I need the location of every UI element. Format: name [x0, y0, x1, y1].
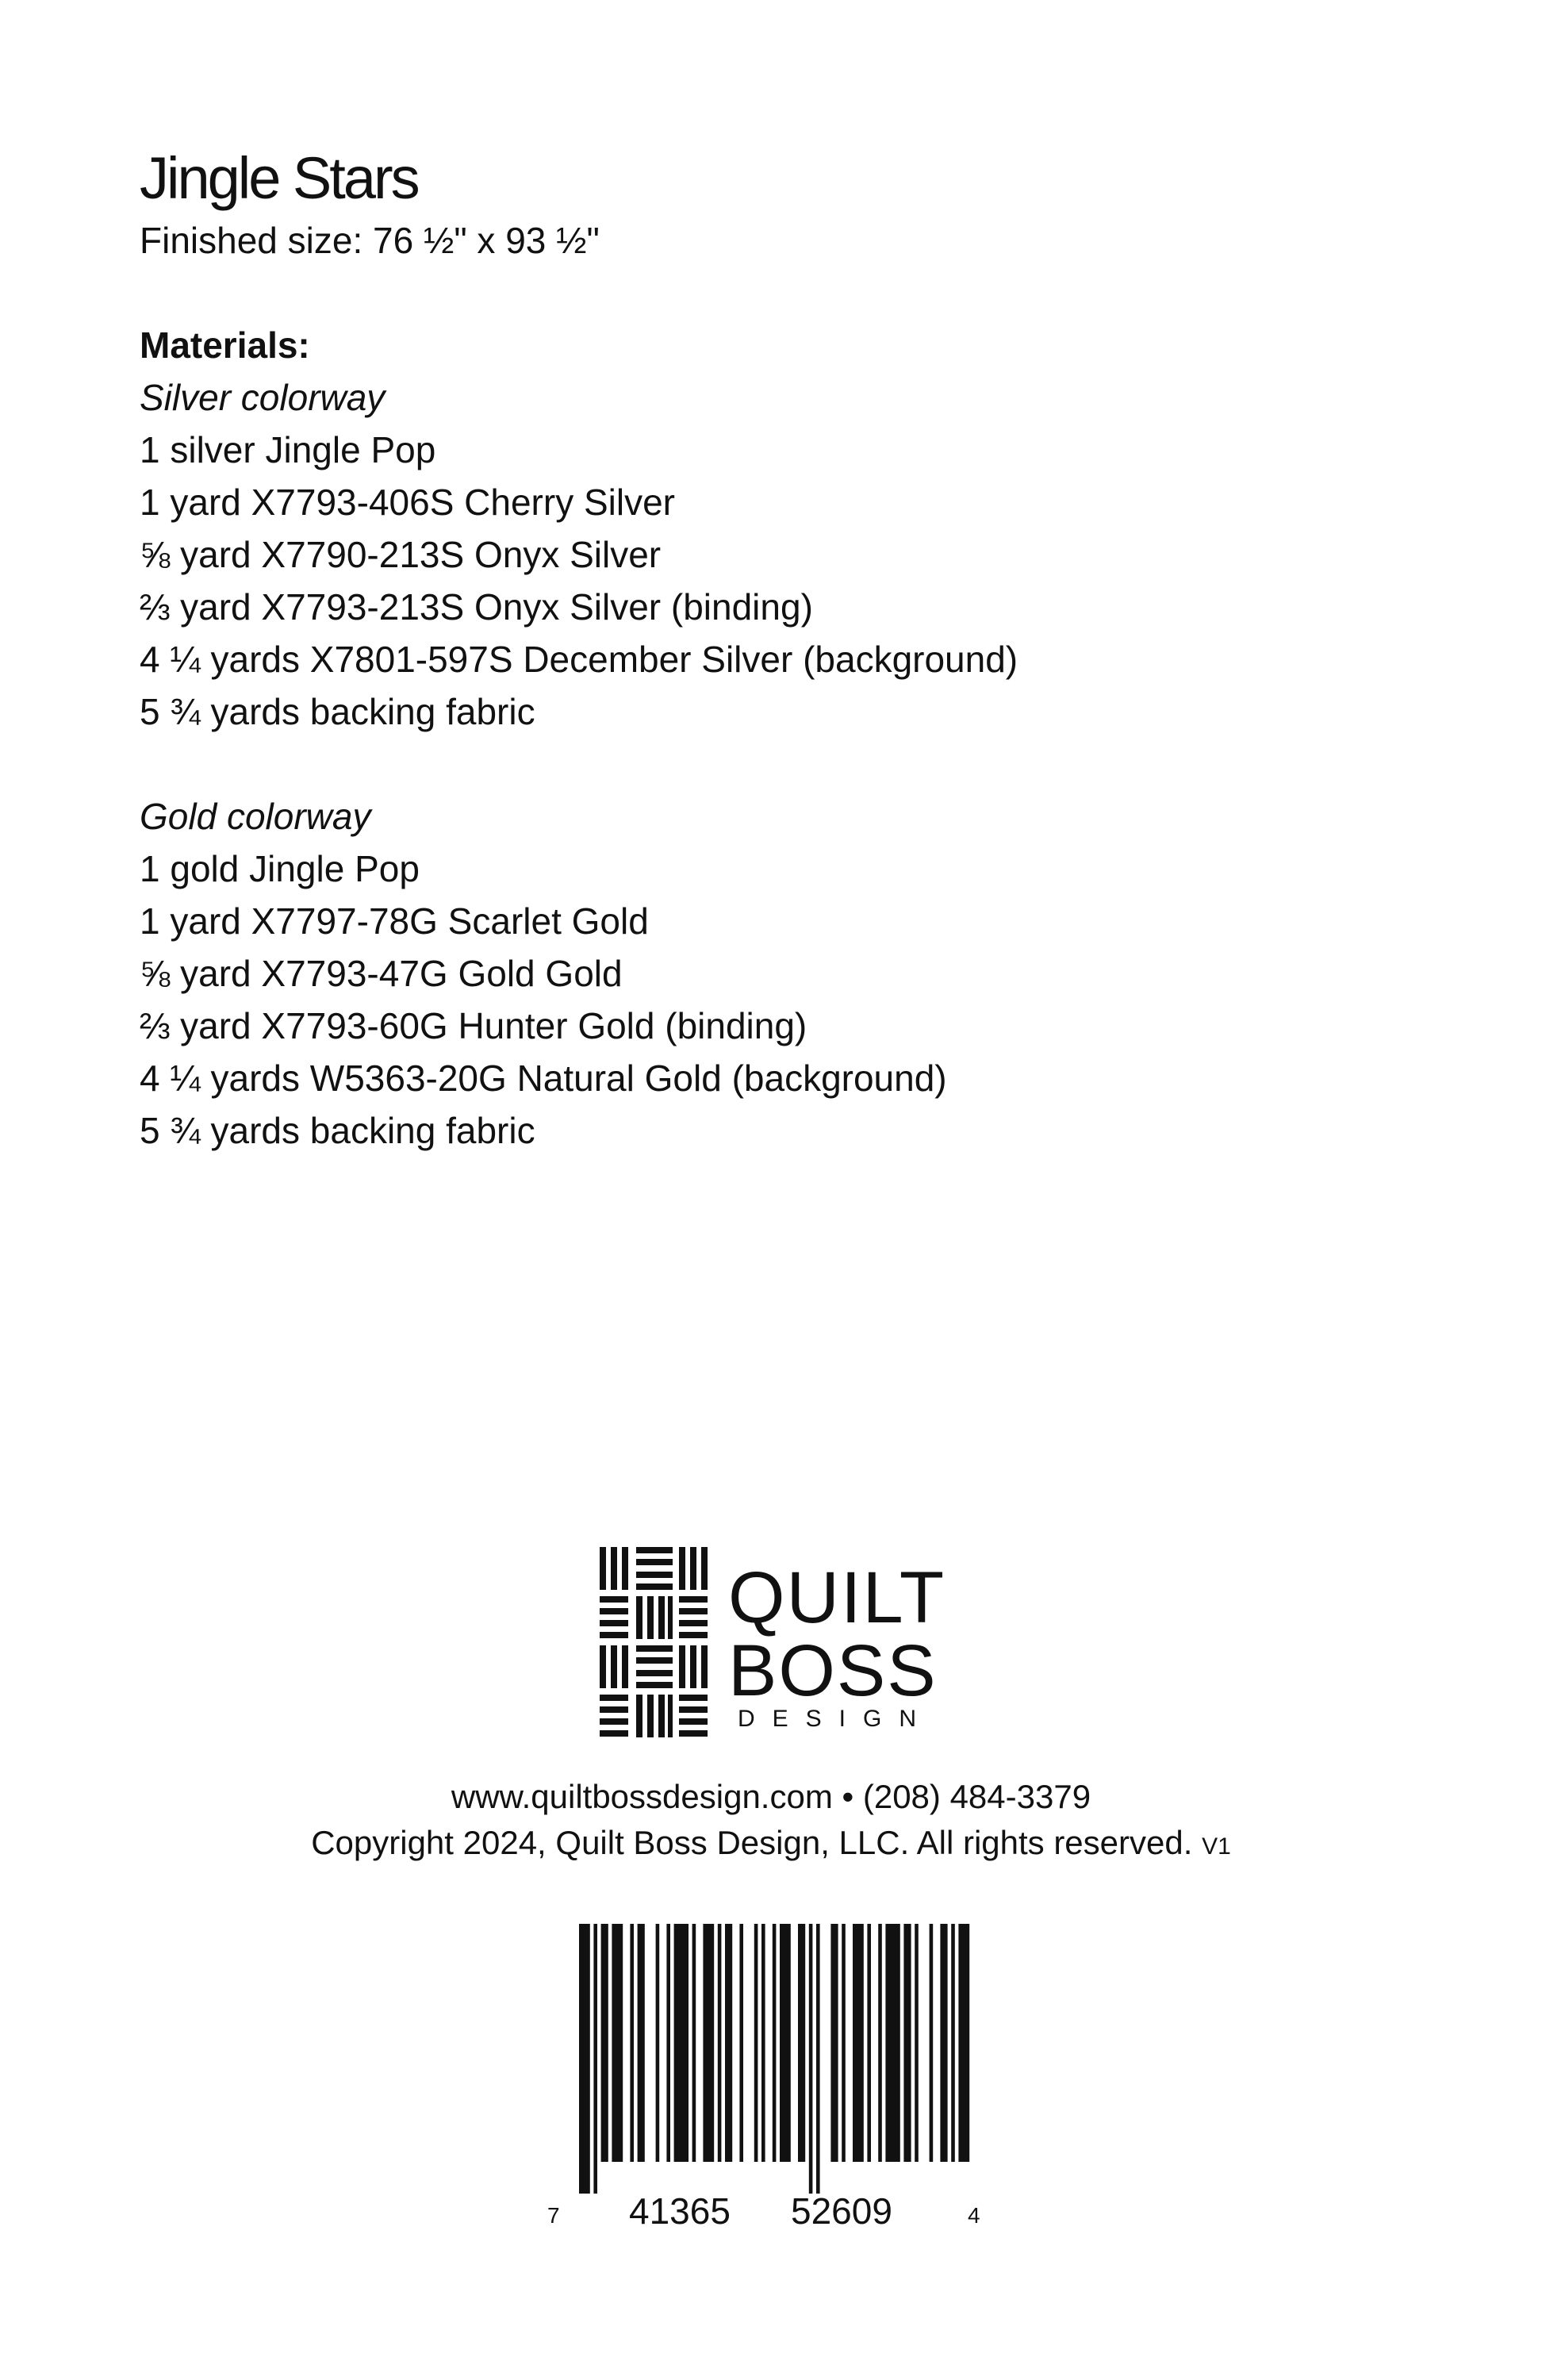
- silver-colorway-heading: Silver colorway: [140, 377, 386, 418]
- barcode-bar: [761, 1924, 765, 2162]
- list-item: ⅔ yard X7793-213S Onyx Silver (binding): [140, 586, 813, 628]
- spacer: [140, 267, 1409, 319]
- page-title: Jingle Stars: [140, 145, 418, 211]
- barcode-bar: [612, 1924, 623, 2162]
- list-item: 1 yard X7793-406S Cherry Silver: [140, 482, 675, 523]
- barcode-bar: [630, 1924, 634, 2162]
- barcode-bar: [951, 1924, 955, 2162]
- barcode-bar: [739, 1924, 743, 2162]
- barcode-bar: [958, 1924, 969, 2162]
- barcode-bar: [853, 1924, 864, 2162]
- barcode-lead-digit: 7: [547, 2203, 560, 2228]
- barcode-left-group: 41365: [629, 2190, 731, 2232]
- barcode-bar: [780, 1924, 791, 2162]
- contact-line: www.quiltbossdesign.com • (208) 484-3379: [451, 1778, 1091, 1815]
- barcode-bar: [703, 1924, 714, 2162]
- barcode-bar: [830, 1924, 838, 2162]
- list-item: 1 silver Jingle Pop: [140, 429, 436, 470]
- gold-colorway-heading: Gold colorway: [140, 796, 371, 837]
- list-item: 5 ¾ yards backing fabric: [140, 1110, 535, 1151]
- spacer: [140, 738, 1409, 790]
- list-item: ⅔ yard X7793-60G Hunter Gold (binding): [140, 1005, 807, 1046]
- barcode-bar: [878, 1924, 882, 2162]
- gold-colorway-section: [140, 790, 1409, 1157]
- list-item: 1 yard X7797-78G Scarlet Gold: [140, 900, 649, 942]
- barcode-bar: [656, 1924, 660, 2162]
- barcode-bar: [692, 1924, 696, 2162]
- barcode-bar: [593, 1924, 597, 2194]
- barcode-bar: [903, 1924, 911, 2162]
- barcode-bar: [867, 1924, 871, 2162]
- barcode-bar: [754, 1924, 758, 2162]
- logo-line-quilt: QUILT: [728, 1557, 946, 1638]
- barcode-bar: [842, 1924, 846, 2162]
- barcode-bar: [940, 1924, 947, 2162]
- copyright-text: Copyright 2024, Quilt Boss Design, LLC. All rights reserved.: [311, 1824, 1193, 1861]
- logo-line-design: DESIGN: [738, 1706, 934, 1732]
- barcode-bar: [885, 1924, 900, 2162]
- barcode-bar: [930, 1924, 934, 2162]
- logo-wordmark: [728, 1557, 946, 1711]
- barcode-bar: [718, 1924, 722, 2162]
- barcode-bar: [773, 1924, 777, 2162]
- barcode-bar: [666, 1924, 670, 2162]
- materials-sheet: [140, 143, 1409, 1157]
- quilt-block-logo-icon: [600, 1547, 711, 1737]
- barcode: [547, 1924, 992, 2241]
- list-item: ⅝ yard X7790-213S Onyx Silver: [140, 534, 662, 575]
- barcode-bar: [816, 1924, 820, 2194]
- barcode-bar: [798, 1924, 805, 2162]
- list-item: 4 ¼ yards W5363-20G Natural Gold (background): [140, 1058, 947, 1099]
- quilt-boss-logo: [600, 1547, 972, 1737]
- copyright-line: [0, 1820, 1542, 1870]
- logo-line-boss: BOSS: [728, 1630, 938, 1711]
- barcode-check-digit: 4: [968, 2203, 980, 2228]
- barcode-bar: [725, 1924, 732, 2162]
- materials-heading: Materials:: [140, 324, 310, 366]
- list-item: ⅝ yard X7793-47G Gold Gold: [140, 953, 623, 994]
- barcode-right-group: 52609: [791, 2190, 892, 2232]
- version-label: V1: [1202, 1833, 1231, 1860]
- barcode-bar: [674, 1924, 689, 2162]
- barcode-bar: [601, 1924, 608, 2162]
- barcode-bar: [915, 1924, 919, 2162]
- barcode-bar: [638, 1924, 645, 2162]
- list-item: 5 ¾ yards backing fabric: [140, 691, 535, 732]
- list-item: 4 ¼ yards X7801-597S December Silver (background): [140, 639, 1018, 680]
- list-item: 1 gold Jingle Pop: [140, 848, 420, 889]
- barcode-bar: [809, 1924, 813, 2194]
- finished-size: Finished size: 76 ½" x 93 ½": [140, 220, 600, 261]
- silver-colorway-section: [140, 371, 1409, 738]
- barcode-bar: [579, 1924, 590, 2194]
- barcode-bars-icon: [547, 1924, 992, 2194]
